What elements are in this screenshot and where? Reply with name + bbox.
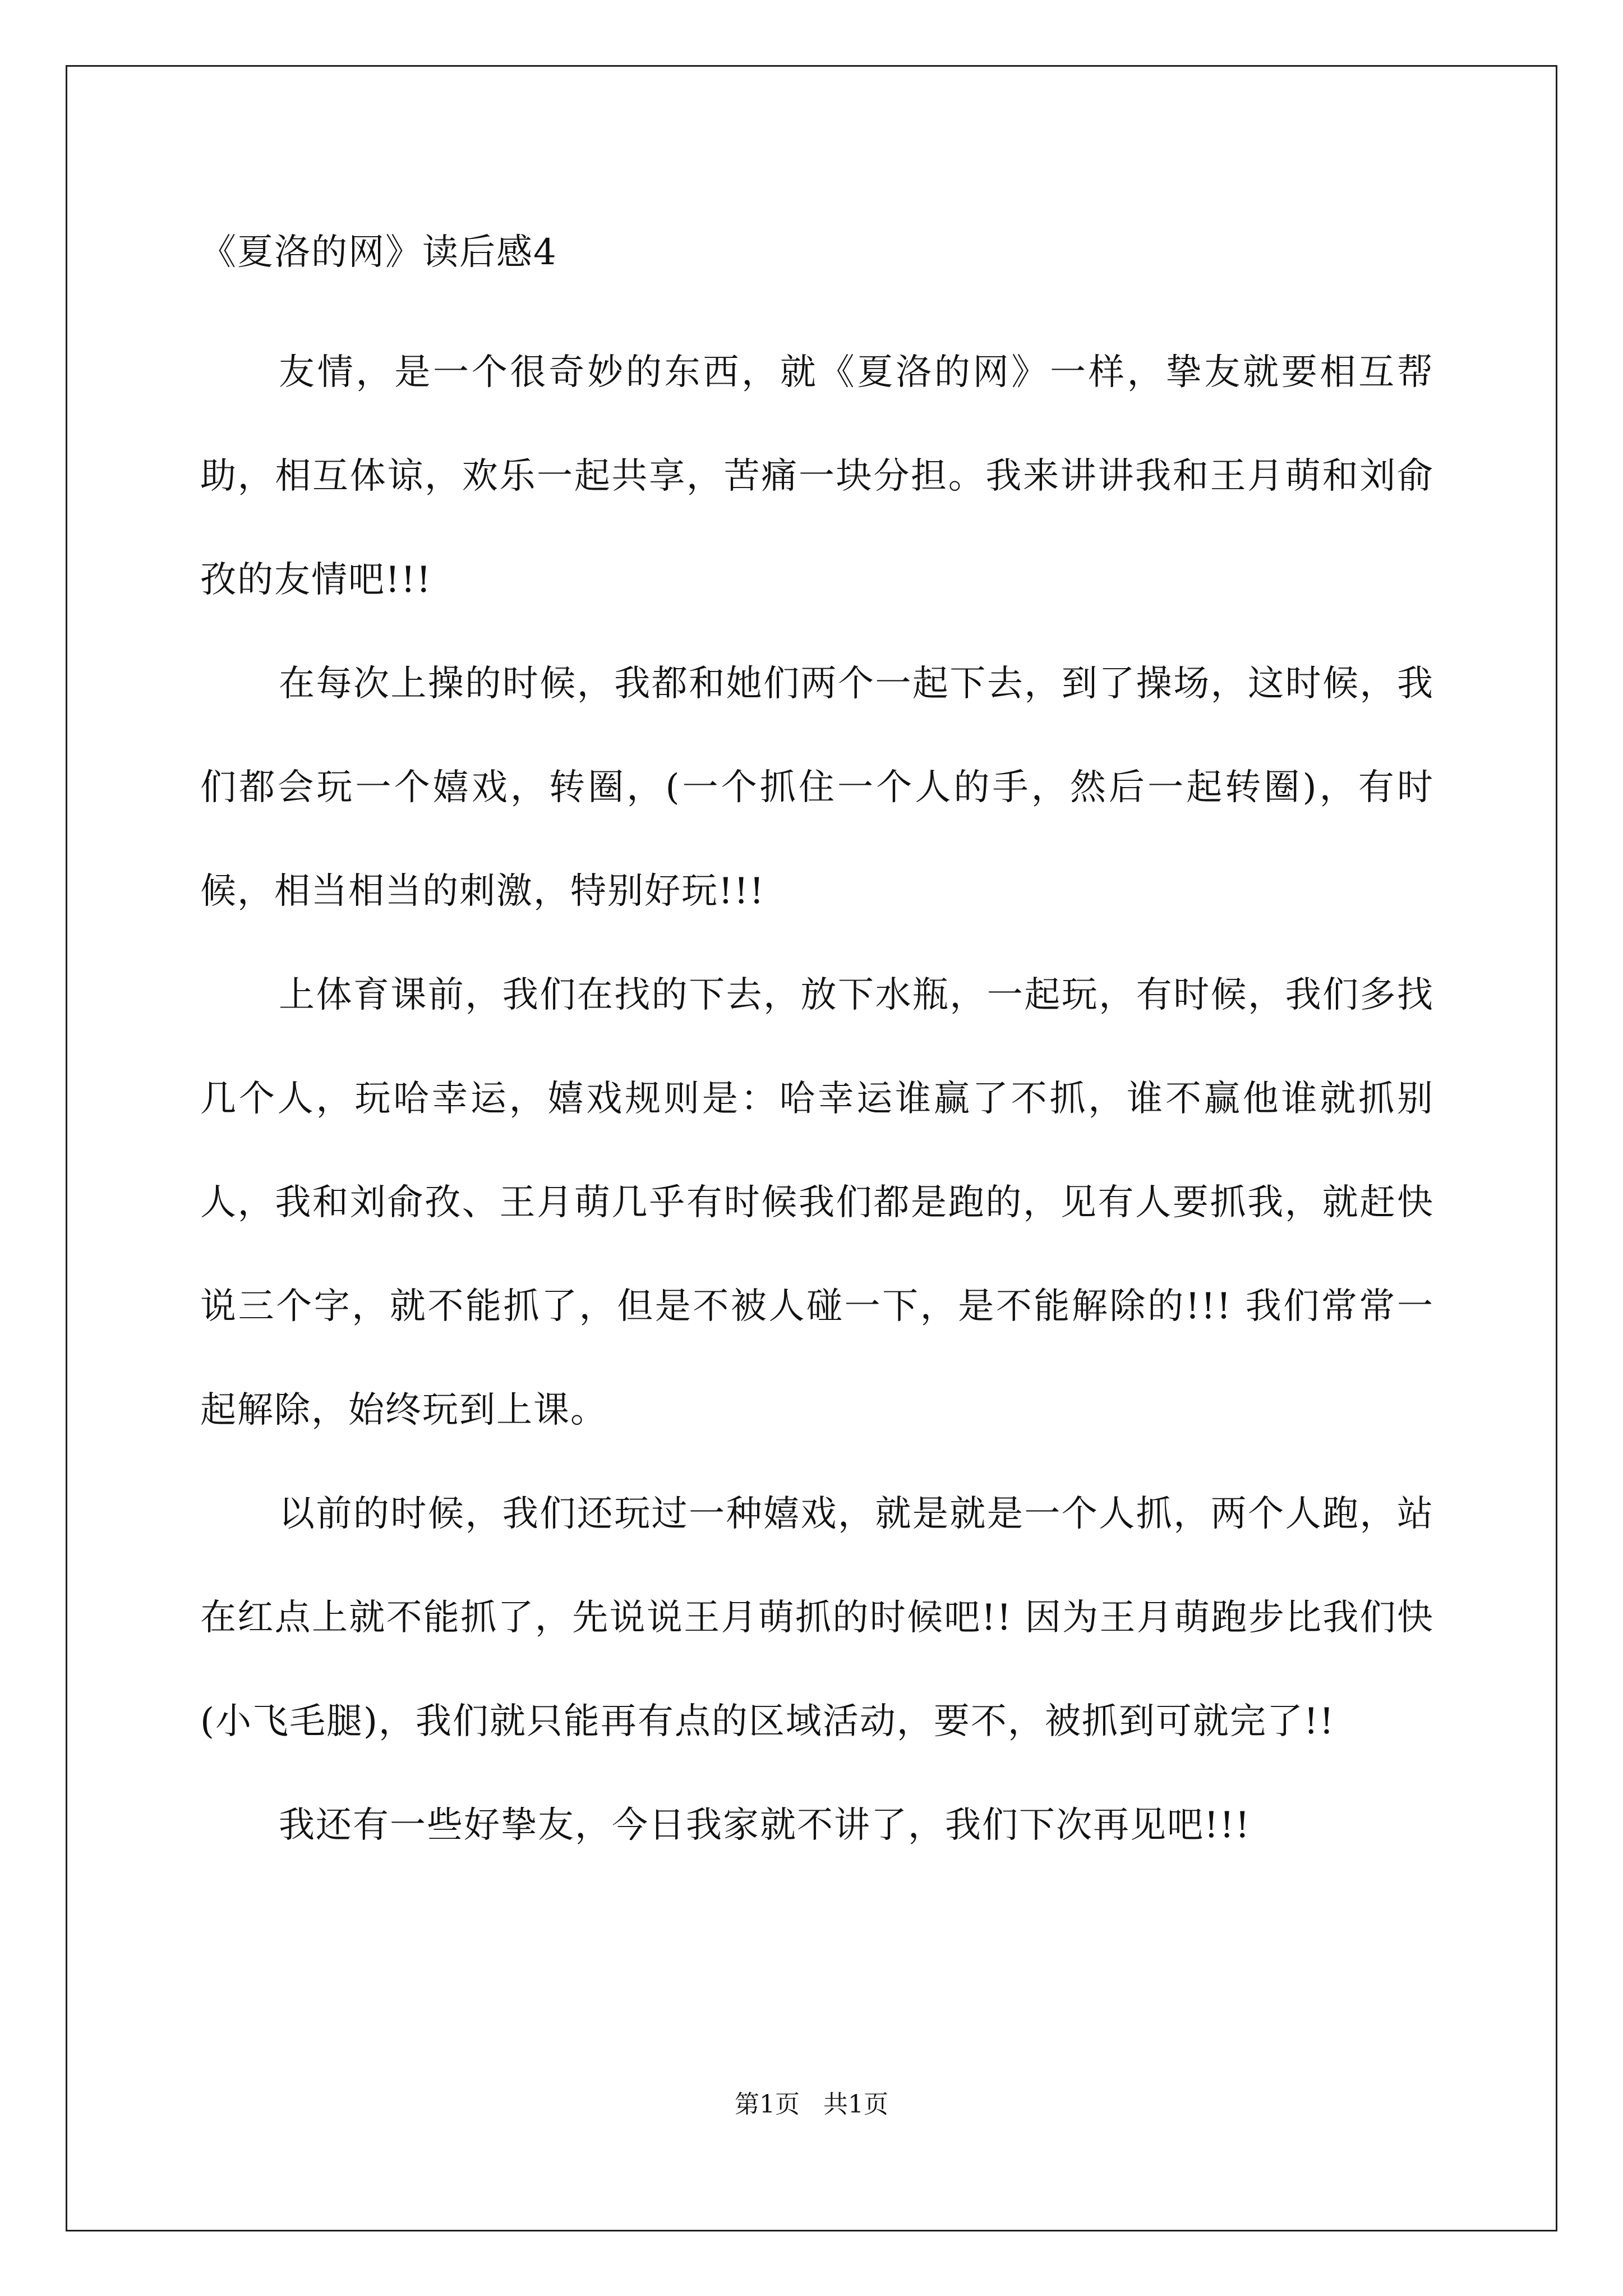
paragraph-4: 以前的时候，我们还玩过一种嬉戏，就是就是一个人抓，两个人跑，站在红点上就不能抓了，先说说王月萌抓的时候吧!! 因为王月萌跑步比我们快(小飞毛腿)，我们就只能再有点的区域活动，要不，被抓到可就完了!! (200, 1493, 1434, 1742)
paragraph-5: 我还有一些好挚友，今日我家就不讲了，我们下次再见吧!!! (279, 1805, 1251, 1846)
paragraph-1: 友情，是一个很奇妙的东西，就《夏洛的网》一样，挚友就要相互帮助，相互体谅，欢乐一起共享，苦痛一块分担。我来讲讲我和王月萌和刘俞孜的友情吧!!! (200, 352, 1434, 601)
paragraph-3: 上体育课前，我们在找的下去，放下水瓶，一起玩，有时候，我们多找几个人，玩哈幸运，嬉戏规则是：哈幸运谁赢了不抓，谁不赢他谁就抓别人，我和刘俞孜、王月萌几乎有时候我们都是跑的，见有人要抓我，就赶快说三个字，就不能抓了，但是不被人碰一下，是不能解除的!!! 我们常常一起解除，始终玩到上课。 (200, 974, 1434, 1431)
paragraph-2: 在每次上操的时候，我都和她们两个一起下去，到了操场，这时候，我们都会玩一个嬉戏，转圈，(一个抓住一个人的手，然后一起转圈)，有时候，相当相当的刺激，特别好玩!!! (200, 663, 1434, 912)
document-title: 《夏洛的网》读后感4 (200, 232, 557, 273)
page-footer: 第1页 共1页 (735, 2090, 888, 2119)
document-body (200, 224, 1434, 1878)
